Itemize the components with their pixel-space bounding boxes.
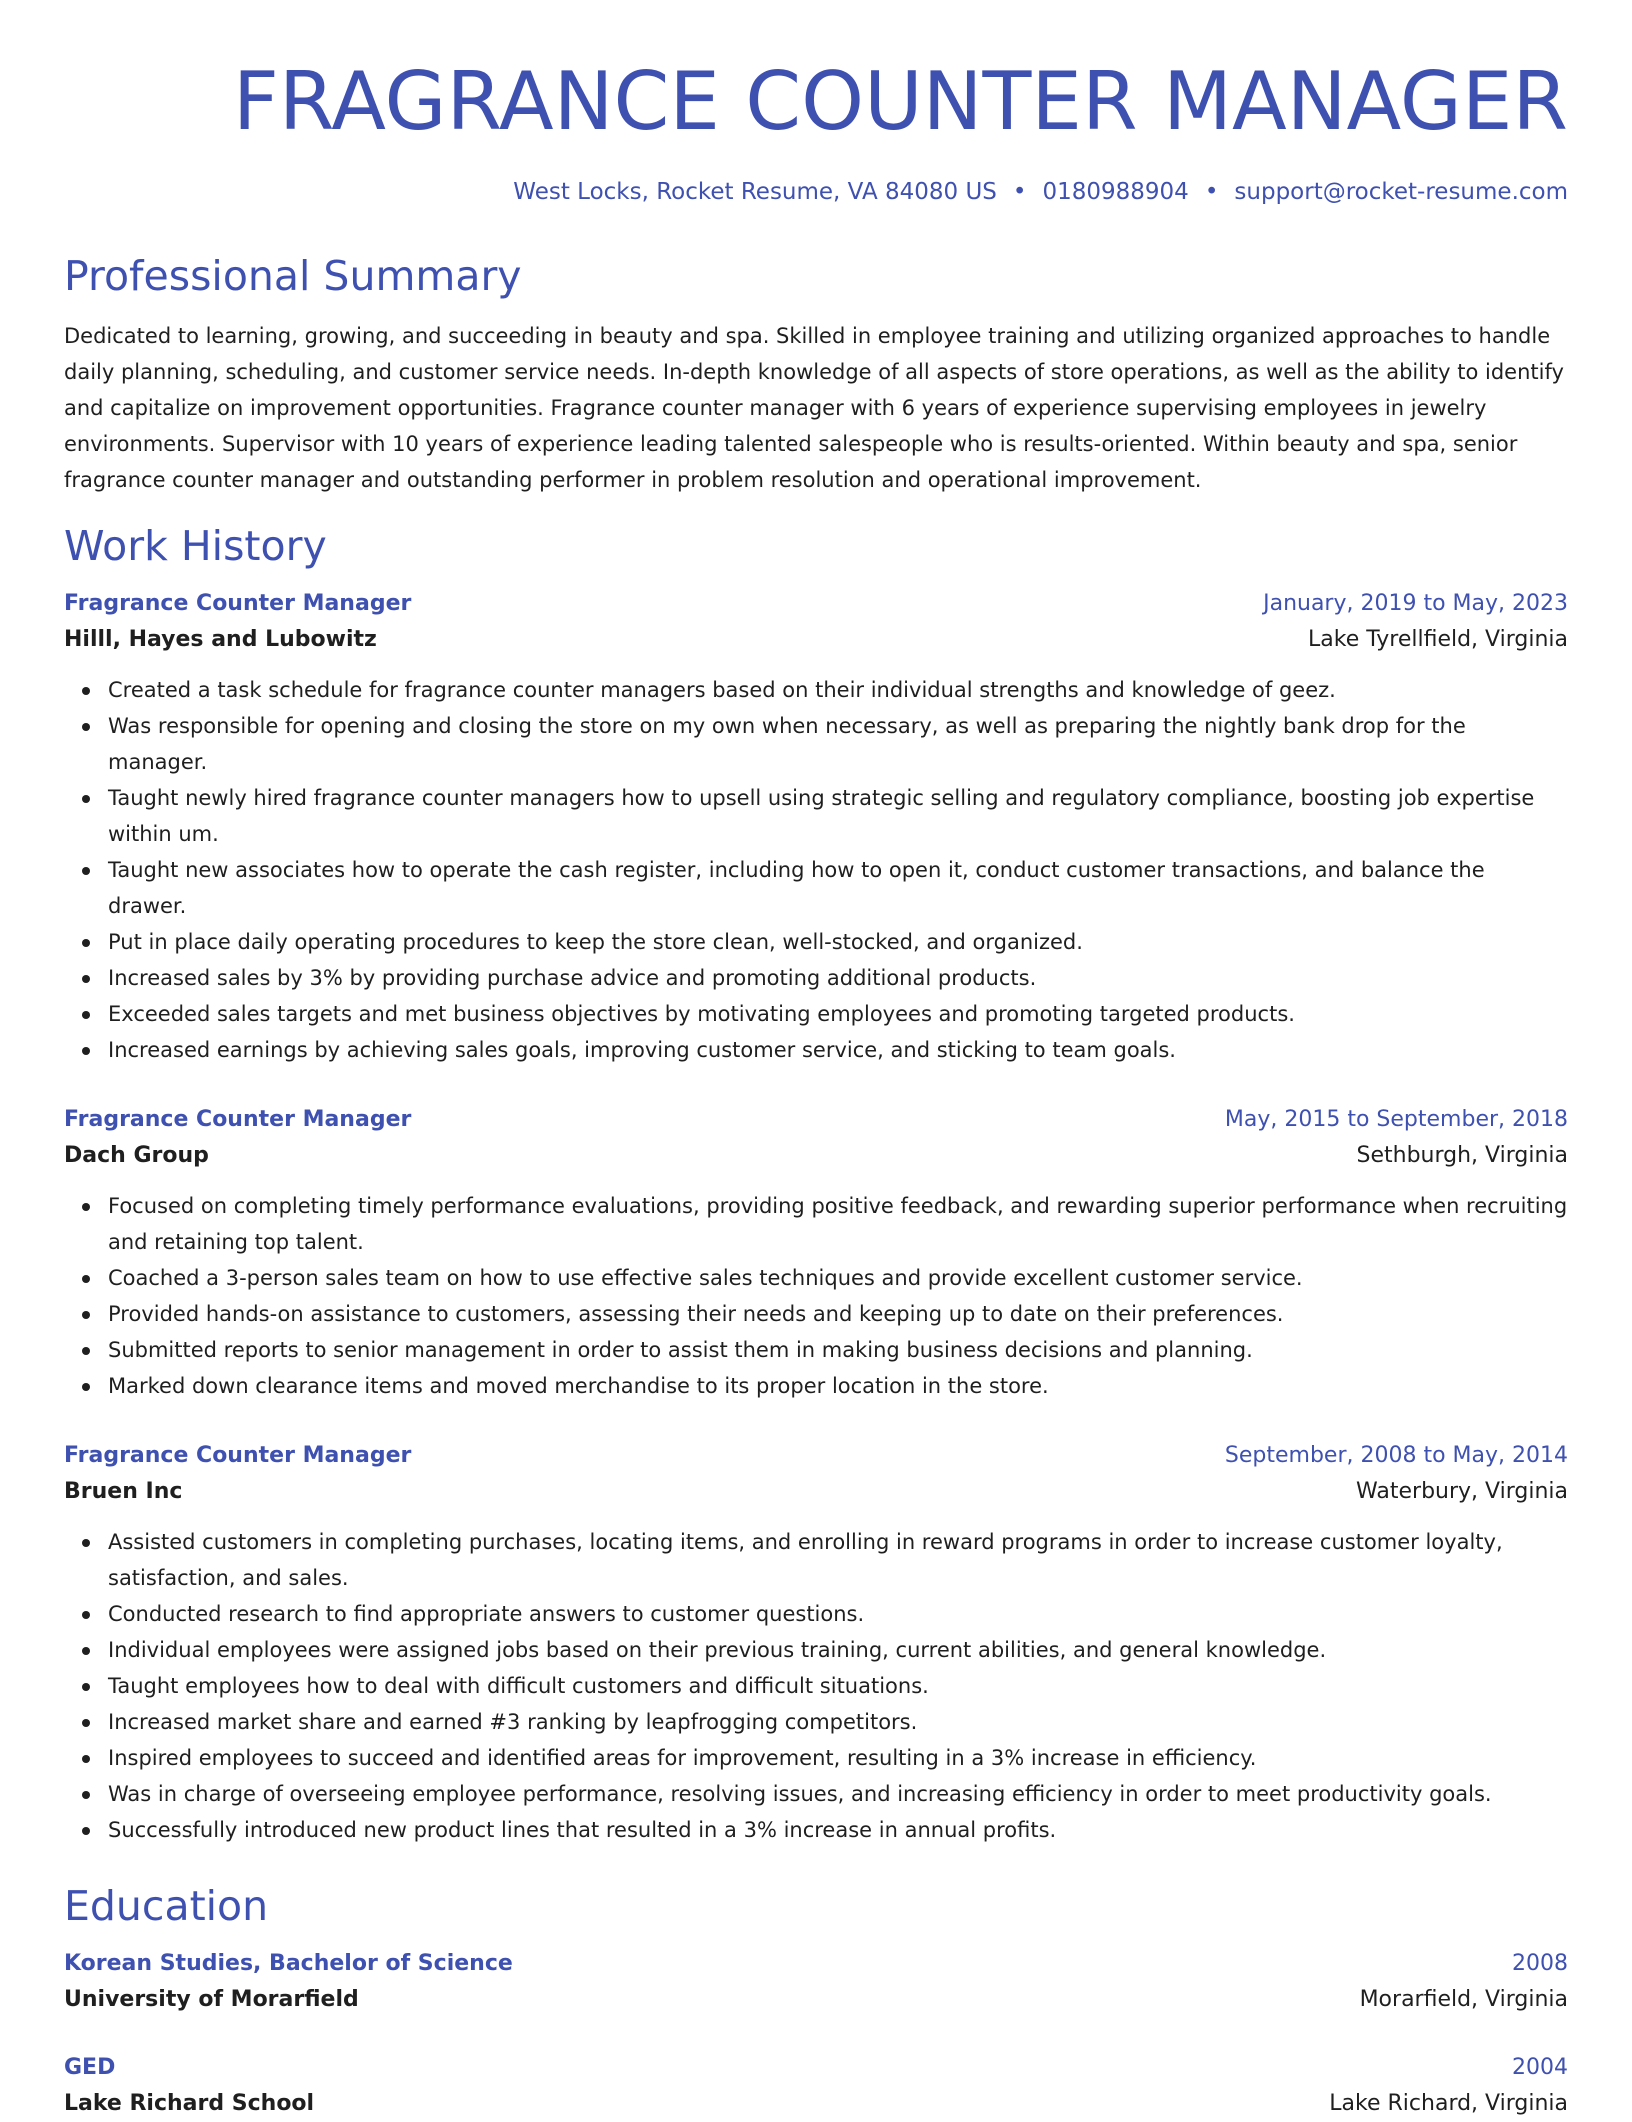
job-location: Lake Tyrellfield, Virginia [1308,627,1568,652]
job-entry [64,586,1568,1068]
job-company: Dach Group [64,1143,209,1168]
work-history-heading: Work History [64,522,327,570]
education-year: 2004 [1512,2055,1568,2080]
job-bullet: Put in place daily operating procedures to keep the store clean, well-stocked, and organized. [108,924,1568,960]
job-bullet: Assisted customers in completing purchases, locating items, and enrolling in reward programs in order to increase customer loyalty, satisfaction, and sales. [108,1524,1568,1596]
contact-separator: • [1204,179,1219,205]
education-entry [64,2050,1568,2122]
job-company: Hilll, Hayes and Lubowitz [64,627,377,652]
job-bullet: Was responsible for opening and closing the store on my own when necessary, as well as preparing the nightly bank drop for the manager. [108,708,1568,780]
contact-address: West Locks, Rocket Resume, VA 84080 US [513,179,997,205]
contact-phone: 0180988904 [1042,179,1189,205]
education-degree: GED [64,2055,116,2080]
job-bullet: Exceeded sales targets and met business objectives by motivating employees and promoting targeted products. [108,996,1568,1032]
job-bullet-list [64,1524,1568,1848]
job-bullet: Marked down clearance items and moved merchandise to its proper location in the store. [108,1368,1568,1404]
job-bullet: Created a task schedule for fragrance counter managers based on their individual strengths and knowledge of geez. [108,672,1568,708]
education-school: University of Morarfield [64,1987,359,2012]
job-role: Fragrance Counter Manager [64,1107,412,1132]
job-bullet: Increased sales by 3% by providing purchase advice and promoting additional products. [108,960,1568,996]
job-role: Fragrance Counter Manager [64,591,412,616]
job-bullet: Taught newly hired fragrance counter managers how to upsell using strategic selling and regulatory compliance, boosting job expertise within um. [108,780,1568,852]
job-bullet-list [64,672,1568,1068]
job-bullet: Was in charge of overseeing employee performance, resolving issues, and increasing efficiency in order to meet productivity goals. [108,1776,1568,1812]
contact-separator: • [1012,179,1027,205]
education-year: 2008 [1512,1951,1568,1976]
job-bullet-list [64,1188,1568,1404]
job-location: Sethburgh, Virginia [1356,1143,1568,1168]
job-bullet: Coached a 3-person sales team on how to use effective sales techniques and provide excellent customer service. [108,1260,1568,1296]
contact-line [64,176,1568,208]
education-location: Morarfield, Virginia [1359,1987,1568,2012]
job-bullet: Individual employees were assigned jobs based on their previous training, current abilities, and general knowledge. [108,1632,1568,1668]
job-dates: January, 2019 to May, 2023 [1263,591,1568,616]
resume-title: FRAGRANCE COUNTER MANAGER [232,55,1568,148]
job-dates: May, 2015 to September, 2018 [1224,1107,1568,1132]
contact-email: support@rocket-resume.com [1234,179,1568,205]
education-degree: Korean Studies, Bachelor of Science [64,1951,513,1976]
resume-page [64,0,1568,2122]
job-bullet: Taught employees how to deal with difficult customers and difficult situations. [108,1668,1568,1704]
education-location: Lake Richard, Virginia [1329,2091,1568,2116]
education-school: Lake Richard School [64,2091,315,2116]
job-location: Waterbury, Virginia [1356,1479,1568,1504]
summary-heading: Professional Summary [64,252,522,300]
job-bullet: Successfully introduced new product lines that resulted in a 3% increase in annual profits. [108,1812,1568,1848]
job-company: Bruen Inc [64,1479,183,1504]
job-bullet: Taught new associates how to operate the cash register, including how to open it, conduct customer transactions, and balance the drawer. [108,852,1568,924]
job-bullet: Inspired employees to succeed and identified areas for improvement, resulting in a 3% increase in efficiency. [108,1740,1568,1776]
job-bullet: Conducted research to find appropriate answers to customer questions. [108,1596,1568,1632]
job-entry [64,1102,1568,1404]
job-role: Fragrance Counter Manager [64,1443,412,1468]
education-heading: Education [64,1882,269,1930]
job-bullet: Focused on completing timely performance evaluations, providing positive feedback, and rewarding superior performance when recruiting and retaining top talent. [108,1188,1568,1260]
job-bullet: Submitted reports to senior management in order to assist them in making business decisions and planning. [108,1332,1568,1368]
job-dates: September, 2008 to May, 2014 [1224,1443,1568,1468]
summary-text: Dedicated to learning, growing, and succeeding in beauty and spa. Skilled in employee training and utilizing organized approaches to handle daily planning, scheduling, and customer service needs. In-depth knowledge of all aspects of store operations, as well as the ability to identify and capitalize on improvement opportunities. Fragrance counter manager with 6 years of experience supervising employees in jewelry environments. Supervisor with 10 years of experience leading talented salespeople who is results-oriented. Within beauty and spa, senior fragrance counter manager and outstanding performer in problem resolution and operational improvement. [64,324,1564,492]
job-bullet: Increased market share and earned #3 ranking by leapfrogging competitors. [108,1704,1568,1740]
job-bullet: Provided hands-on assistance to customers, assessing their needs and keeping up to date on their preferences. [108,1296,1568,1332]
job-bullet: Increased earnings by achieving sales goals, improving customer service, and sticking to team goals. [108,1032,1568,1068]
job-entry [64,1438,1568,1848]
education-entry [64,1946,1568,2018]
